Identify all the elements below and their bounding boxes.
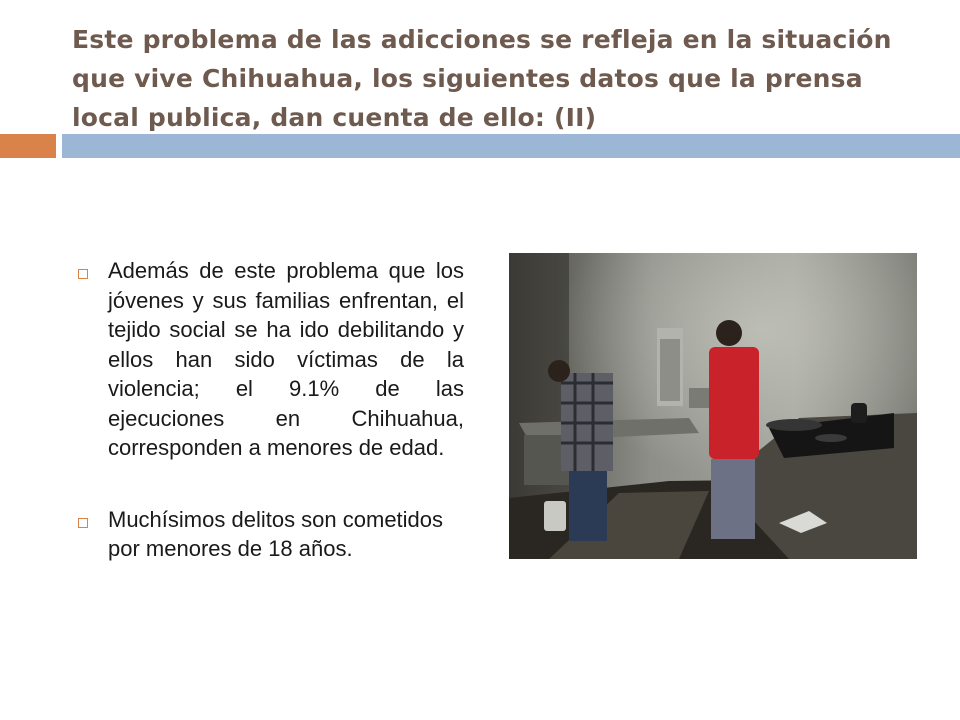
kitchen-photo xyxy=(509,253,917,559)
hollow-square-icon xyxy=(78,269,88,279)
slide-title: Este problema de las adicciones se refleja en la situación que vive Chihuahua, los siguientes datos que la prensa local publica, dan cuenta de ello: (II) xyxy=(72,25,892,132)
title-rule-blue xyxy=(62,134,960,158)
hollow-square-icon xyxy=(78,518,88,528)
bullet-list xyxy=(72,256,464,564)
title-rule-orange xyxy=(0,134,56,158)
bullet-item xyxy=(72,256,464,463)
bullet-text: Además de este problema que los jóvenes y sus familias enfrentan, el tejido social se ha ido debilitando y ellos han sido víctimas de la violencia; el 9.1% de las ejecuciones en Chihuahua, corresponden a menores de edad. xyxy=(108,258,464,460)
bullet-text: Muchísimos delitos son cometidos por menores de 18 años. xyxy=(108,506,444,561)
bullet-item xyxy=(72,505,464,564)
